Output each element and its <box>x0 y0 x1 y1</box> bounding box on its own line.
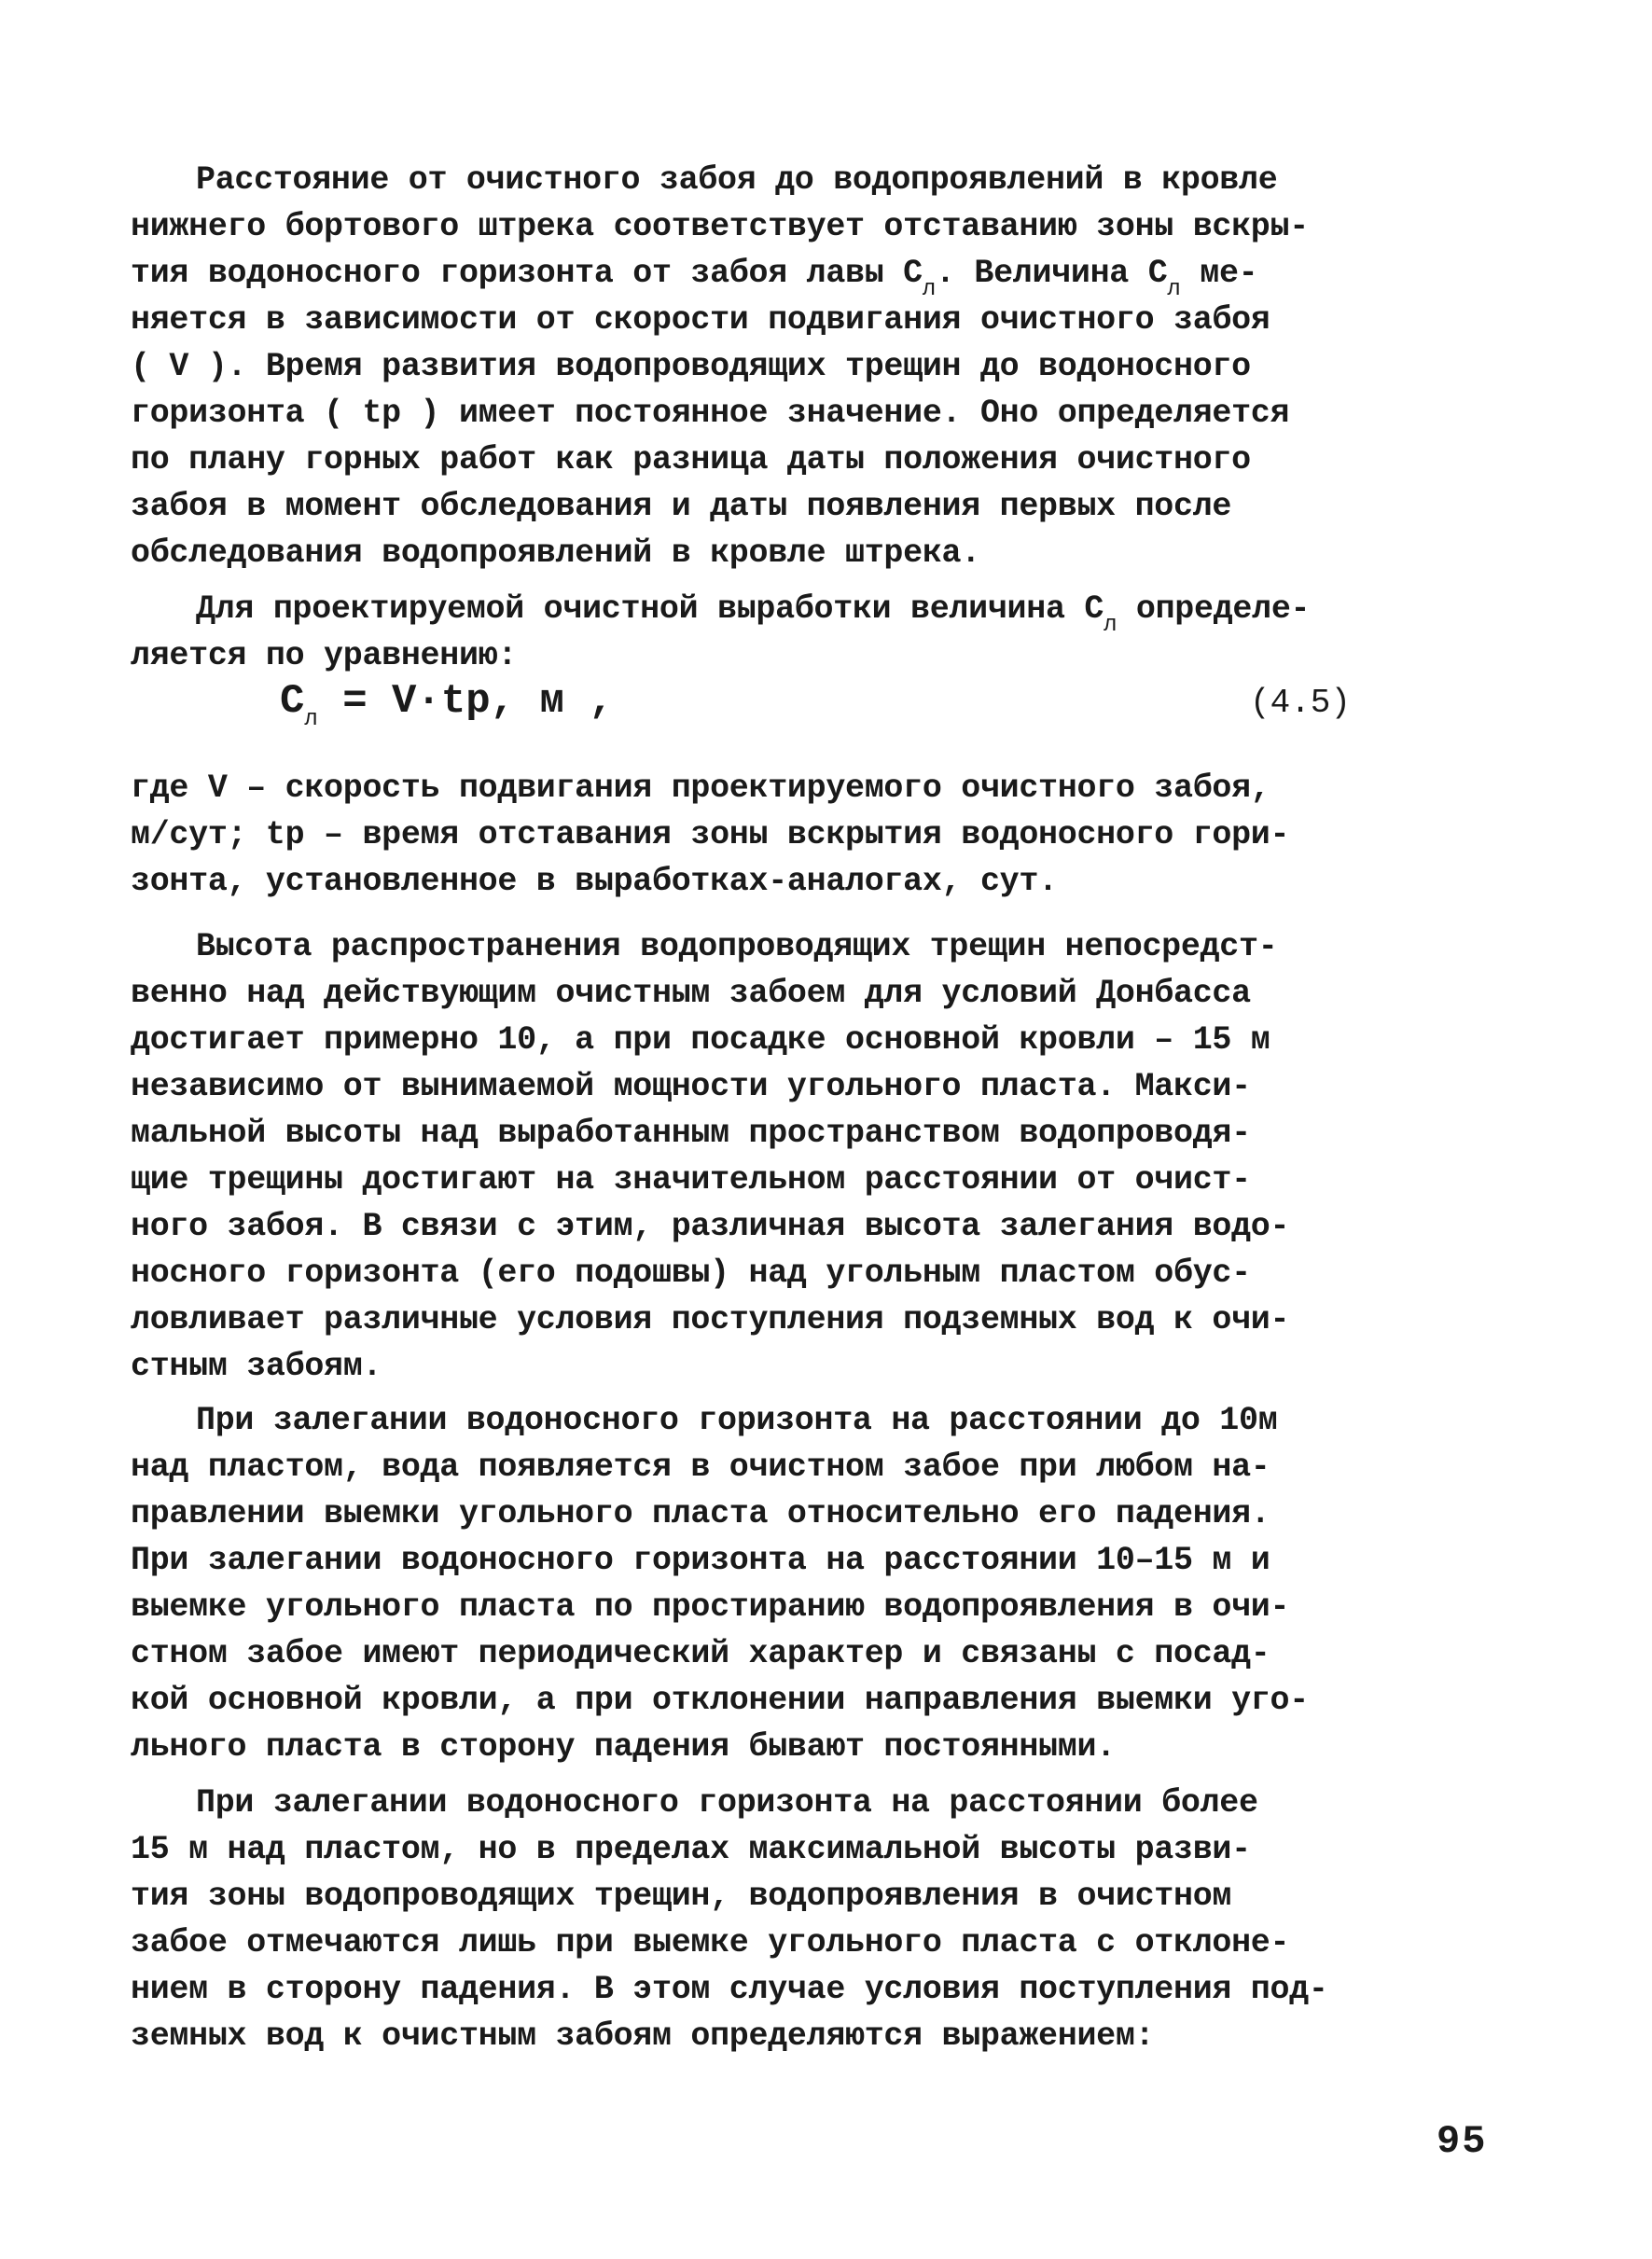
paragraph-3-line: зонта, установленное в выработках-аналогах, сут. <box>131 863 1058 900</box>
paragraph-4-line: щие трещины достигают на значительном расстоянии от очист- <box>131 1161 1251 1199</box>
paragraph-4-line: независимо от вынимаемой мощности угольного пласта. Макси- <box>131 1068 1251 1105</box>
paragraph-6-line: тия зоны водопроводящих трещин, водопроявления в очистном <box>131 1878 1232 1915</box>
paragraph-6-line: 15 м над пластом, но в пределах максимальной высоты разви- <box>131 1831 1251 1868</box>
paragraph-1-line: забоя в момент обследования и даты появления первых после <box>131 488 1232 525</box>
paragraph-5-line: кой основной кровли, а при отклонении направления выемки уго- <box>131 1682 1309 1719</box>
formula-lhs: С <box>280 678 305 725</box>
paragraph-5-line: выемке угольного пласта по простиранию водопроявления в очи- <box>131 1588 1290 1626</box>
page-number: 95 <box>1437 2119 1488 2164</box>
subscript: л <box>1104 613 1118 638</box>
paragraph-2-line <box>196 586 1492 638</box>
paragraph-6-line: забое отмечаются лишь при выемке угольного пласта с отклоне- <box>131 1924 1290 1961</box>
paragraph-5-line: стном забое имеют периодический характер и связаны с посад- <box>131 1635 1270 1672</box>
paragraph-1-line: горизонта ( tр ) имеет постоянное значение. Оно определяется <box>131 395 1290 432</box>
text-segment: ме- <box>1200 255 1258 292</box>
paragraph-4-line: мальной высоты над выработанным пространством водопроводя- <box>131 1115 1251 1152</box>
paragraph-4-line: ного забоя. В связи с этим, различная высота залегания водо- <box>131 1208 1290 1245</box>
paragraph-4-line: венно над действующим очистным забоем для условий Донбасса <box>131 975 1251 1012</box>
formula-number: (4.5) <box>1250 684 1352 722</box>
paragraph-6-line: земных вод к очистным забоям определяются выражением: <box>131 2017 1155 2055</box>
paragraph-4-line: носного горизонта (его подошвы) над угольным пластом обус- <box>131 1254 1251 1292</box>
paragraph-4-line: Высота распространения водопроводящих трещин непосредст- <box>196 928 1278 965</box>
paragraph-6-line: нием в сторону падения. В этом случае условия поступления под- <box>131 1971 1328 2008</box>
paragraph-5-line: льного пласта в сторону падения бывают постоянными. <box>131 1728 1116 1766</box>
paragraph-1-line: по плану горных работ как разница даты положения очистного <box>131 441 1251 478</box>
paragraph-5-line: над пластом, вода появляется в очистном забое при любом на- <box>131 1448 1270 1486</box>
paragraph-6-line: При залегании водоносного горизонта на расстоянии более <box>196 1784 1258 1822</box>
formula <box>280 673 614 732</box>
subscript: л <box>1167 277 1181 302</box>
text-segment: Для проектируемой очистной выработки величина С <box>196 590 1104 628</box>
paragraph-1-line: Расстояние от очистного забоя до водопроявлений в кровле <box>196 161 1278 199</box>
paragraph-1-line: няется в зависимости от скорости подвигания очистного забоя <box>131 301 1270 339</box>
paragraph-3-line: м/сут; tр – время отставания зоны вскрытия водоносного гори- <box>131 816 1290 853</box>
paragraph-1-line: ( V ). Время развития водопроводящих трещин до водоносного <box>131 348 1251 385</box>
formula-rhs: = V·tр, м , <box>342 678 614 725</box>
paragraph-5-line: При залегании водоносного горизонта на расстоянии 10–15 м и <box>131 1542 1270 1579</box>
text-segment: определе- <box>1135 590 1311 628</box>
subscript: л <box>304 707 318 732</box>
subscript: л <box>922 277 936 302</box>
text-segment: тия водоносного горизонта от забоя лавы С <box>131 255 923 292</box>
paragraph-1-line: обследования водопроявлений в кровле штрека. <box>131 534 980 572</box>
paragraph-3-line: где V – скорость подвигания проектируемого очистного забоя, <box>131 769 1270 807</box>
paragraph-2-line: ляется по уравнению: <box>131 637 518 674</box>
paragraph-1-line <box>131 250 1492 302</box>
paragraph-4-line: ловливает различные условия поступления подземных вод к очи- <box>131 1301 1290 1338</box>
paragraph-5-line: правлении выемки угольного пласта относительно его падения. <box>131 1495 1270 1532</box>
text-segment: . Величина С <box>935 255 1168 292</box>
paragraph-4-line: достигает примерно 10, а при посадке основной кровли – 15 м <box>131 1021 1270 1059</box>
paragraph-5-line: При залегании водоносного горизонта на расстоянии до 10м <box>196 1402 1278 1439</box>
paragraph-4-line: стным забоям. <box>131 1348 382 1385</box>
paragraph-1-line: нижнего бортового штрека соответствует отставанию зоны вскры- <box>131 208 1309 245</box>
